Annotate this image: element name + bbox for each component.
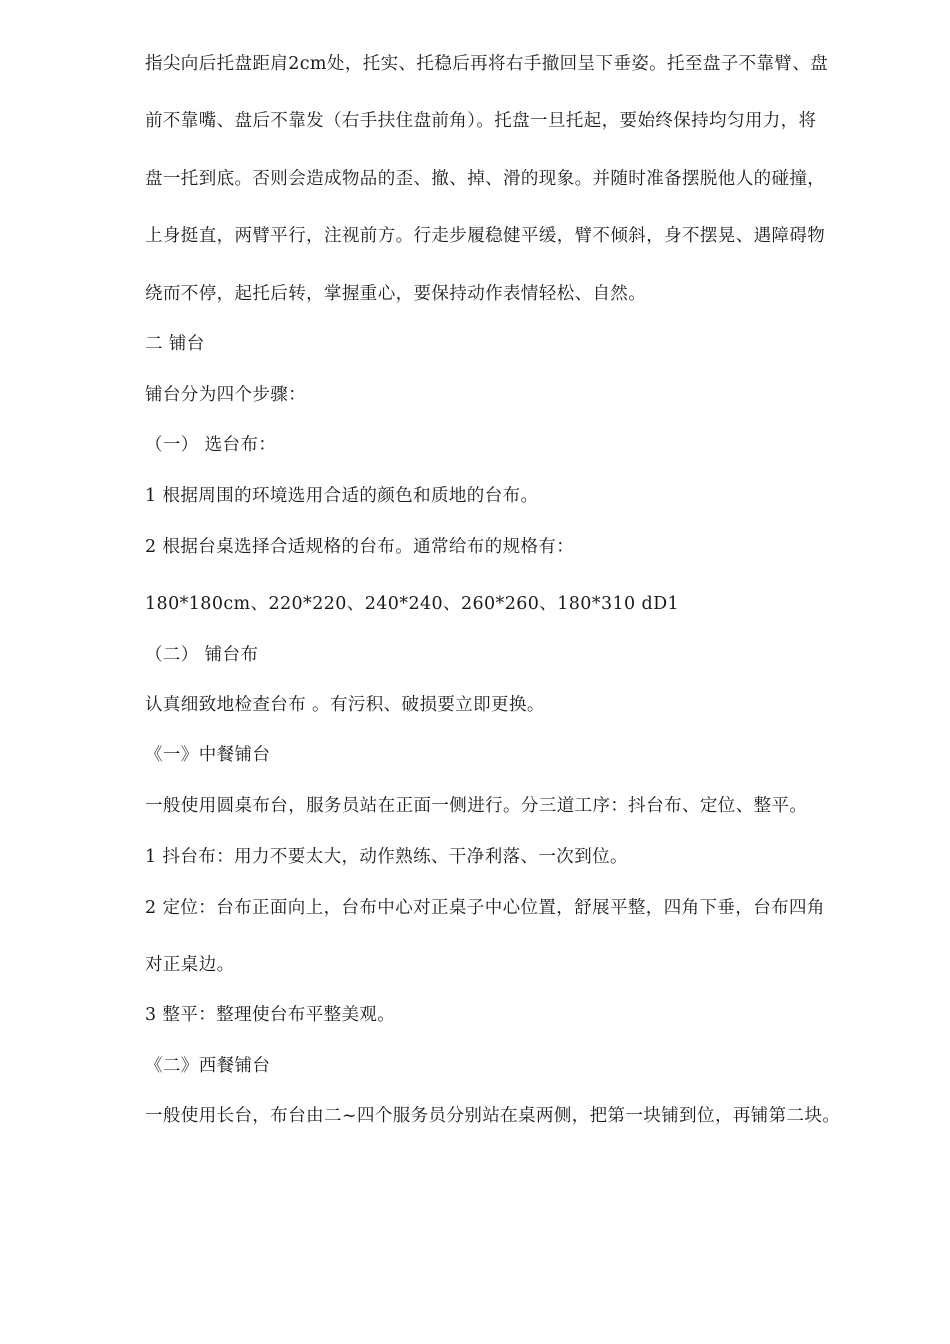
list-item: 2 定位：台布正面向上，台布中心对正桌子中心位置，舒展平整，四角下垂，台布四角 bbox=[145, 898, 825, 918]
paragraph-line: 铺台分为四个步骤： bbox=[145, 385, 307, 405]
paragraph-line: 一般使用长台，布台由二~四个服务员分别站在桌两侧，把第一块铺到位，再铺第二块。 bbox=[145, 1106, 841, 1126]
subsection-heading: 《一》中餐铺台 bbox=[145, 745, 271, 765]
paragraph-line: 对正桌边。 bbox=[145, 955, 235, 975]
list-item: 1 根据周围的环境选用合适的颜色和质地的台布。 bbox=[145, 486, 539, 506]
paragraph-line: 前不靠嘴、盘后不靠发（右手扶住盘前角）。托盘一旦托起，要始终保持均匀用力，将 bbox=[145, 111, 817, 131]
subsection-heading: （二） 铺台布 bbox=[145, 645, 259, 665]
subsection-heading: 《二》西餐铺台 bbox=[145, 1056, 271, 1076]
paragraph-line: 上身挺直，两臂平行，注视前方。行走步履稳健平缓，臂不倾斜，身不摆晃、遇障碍物 bbox=[145, 226, 826, 246]
paragraph-line: 一般使用圆桌布台，服务员站在正面一侧进行。分三道工序：抖台布、定位、整平。 bbox=[145, 796, 808, 816]
paragraph-line: 180*180cm、220*220、240*240、260*260、180*310 dD1 bbox=[145, 594, 680, 614]
list-item: 3 整平：整理使台布平整美观。 bbox=[145, 1005, 396, 1025]
paragraph-line: 认真细致地检查台布 。有污积、破损要立即更换。 bbox=[145, 695, 545, 715]
list-item: 2 根据台桌选择合适规格的台布。通常给布的规格有： bbox=[145, 537, 575, 557]
section-heading: 二 铺台 bbox=[145, 334, 205, 354]
paragraph-line: 指尖向后托盘距肩2cm处，托实、托稳后再将右手撤回呈下垂姿。托至盘子不靠臂、盘 bbox=[145, 54, 829, 74]
paragraph-line: 盘一托到底。否则会造成物品的歪、撤、掉、滑的现象。并随时准备摆脱他人的碰撞， bbox=[145, 169, 826, 189]
subsection-heading: （一） 选台布： bbox=[145, 435, 277, 455]
paragraph-line: 绕而不停，起托后转，掌握重心，要保持动作表情轻松、自然。 bbox=[145, 284, 647, 304]
list-item: 1 抖台布：用力不要太大，动作熟练、干净利落、一次到位。 bbox=[145, 847, 628, 867]
